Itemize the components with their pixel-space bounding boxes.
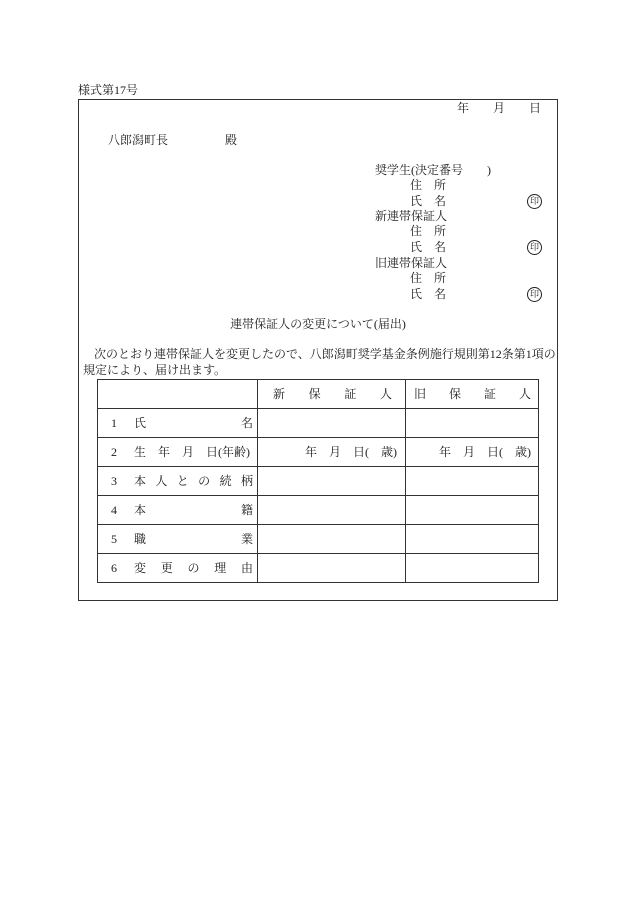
old-birthdate-template: 年 月 日( 歳) [439, 445, 531, 459]
old-guarantor-name-label: 氏 名 [410, 287, 447, 301]
new-birthdate-template: 年 月 日( 歳) [305, 445, 397, 459]
row-label-cell [98, 525, 258, 554]
spread-char: 保 [448, 387, 461, 401]
table-row [98, 496, 539, 525]
table-header-row [98, 380, 539, 409]
row-number: 2 [111, 445, 117, 459]
spread-char: 証 [483, 387, 496, 401]
header-blank-cell [98, 380, 258, 409]
spread-char: 本 [134, 503, 147, 517]
old-value-cell [406, 525, 539, 554]
row-number: 5 [111, 532, 117, 546]
student-seal-icon: 印 [527, 194, 542, 209]
old-guarantor-address-label: 住 所 [410, 271, 447, 285]
row-number: 4 [111, 503, 117, 517]
row-label [134, 415, 253, 431]
document-title: 連帯保証人の変更について(届出) [230, 317, 406, 331]
spread-char: の [187, 561, 200, 575]
date-line: 年 月 日 [456, 101, 541, 115]
table-row [98, 554, 539, 583]
row-label-cell [98, 467, 258, 496]
new-value-cell [258, 409, 406, 438]
new-value-cell [258, 554, 406, 583]
table-row [98, 467, 539, 496]
spread-char: 理 [214, 561, 227, 575]
row-label [134, 473, 253, 489]
spread-char: 名 [240, 416, 253, 430]
addressee-name: 八郎潟町長 [108, 133, 169, 147]
old-value-cell [406, 409, 539, 438]
new-guarantor-seal-icon: 印 [527, 240, 542, 255]
table-row [98, 525, 539, 554]
row-label-cell [98, 554, 258, 583]
spread-char: 由 [240, 561, 253, 575]
new-value-cell [258, 496, 406, 525]
new-guarantor-address-label: 住 所 [410, 224, 447, 238]
spread-char: の [198, 474, 211, 488]
spread-char: 柄 [240, 474, 253, 488]
student-address-label: 住 所 [410, 178, 447, 192]
spread-char: 氏 [134, 416, 147, 430]
spread-char: 続 [219, 474, 232, 488]
student-label: 奨学生(決定番号 ) [375, 163, 491, 177]
header-old-cell [406, 380, 539, 409]
old-value-cell [406, 496, 539, 525]
spread-char: 人 [518, 387, 531, 401]
header-new-guarantor [273, 386, 392, 402]
spread-char: 保 [308, 387, 321, 401]
student-name-label: 氏 名 [410, 194, 447, 208]
header-old-guarantor [414, 386, 531, 402]
guarantor-table [97, 379, 539, 583]
spread-char: 本 [134, 474, 147, 488]
row-label: 生 年 月 日(年齢) [134, 445, 250, 459]
body-line-2: 規定により、届け出ます。 [83, 363, 227, 377]
spread-char: 人 [379, 387, 392, 401]
spread-char: 職 [134, 532, 147, 546]
table-row [98, 409, 539, 438]
row-label [134, 502, 253, 518]
spread-char: 業 [240, 532, 253, 546]
spread-char: 籍 [240, 503, 253, 517]
spread-char: 新 [273, 387, 286, 401]
body-line-1: 次のとおり連帯保証人を変更したので、八郎潟町奨学基金条例施行規則第12条第1項の [94, 347, 556, 361]
row-label-cell [98, 438, 258, 467]
old-value-cell [406, 438, 539, 467]
row-number: 6 [111, 561, 117, 575]
spread-char: 変 [134, 561, 147, 575]
row-label [134, 531, 253, 547]
spread-char: 更 [160, 561, 173, 575]
old-value-cell [406, 467, 539, 496]
row-number: 3 [111, 474, 117, 488]
row-number: 1 [111, 416, 117, 430]
old-guarantor-heading: 旧連帯保証人 [375, 256, 448, 270]
new-value-cell [258, 438, 406, 467]
new-guarantor-name-label: 氏 名 [410, 240, 447, 254]
spread-char: 証 [344, 387, 357, 401]
row-label [134, 560, 253, 576]
new-value-cell [258, 525, 406, 554]
old-guarantor-seal-icon: 印 [527, 287, 542, 302]
spread-char: 人 [155, 474, 168, 488]
header-new-cell [258, 380, 406, 409]
new-value-cell [258, 467, 406, 496]
form-number: 様式第17号 [78, 83, 139, 97]
new-guarantor-heading: 新連帯保証人 [375, 209, 448, 223]
spread-char: と [176, 474, 189, 488]
row-label-cell [98, 496, 258, 525]
table-row [98, 438, 539, 467]
old-value-cell [406, 554, 539, 583]
addressee-honorific: 殿 [225, 133, 238, 147]
row-label-cell [98, 409, 258, 438]
spread-char: 旧 [414, 387, 427, 401]
